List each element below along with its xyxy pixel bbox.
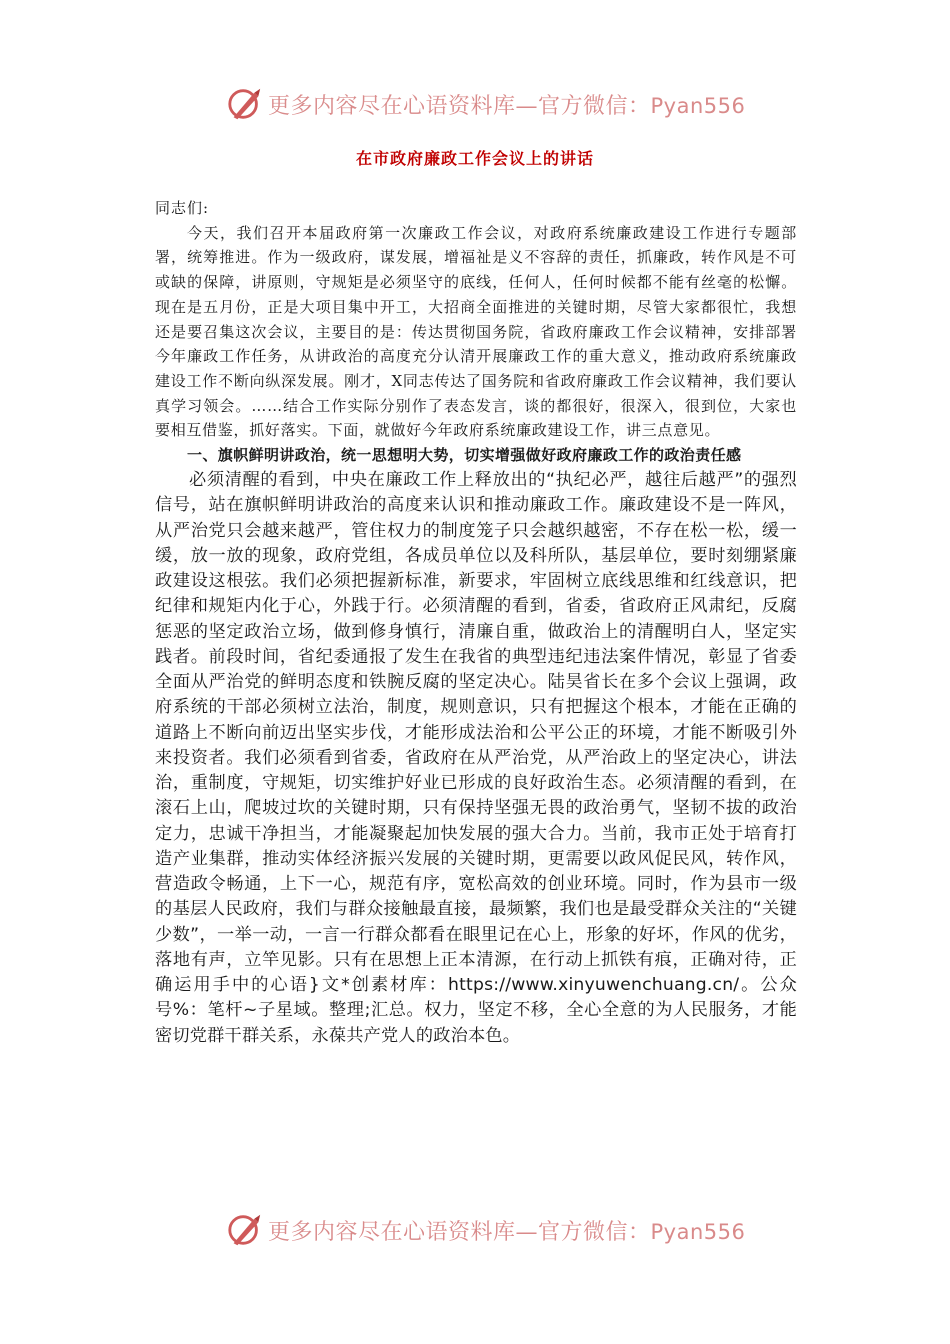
document-body	[155, 196, 797, 1049]
section-heading-1: 一、旗帜鲜明讲政治，统一思想明大势，切实增强做好政府廉政工作的政治责任感	[187, 446, 742, 465]
pen-logo-icon	[226, 1211, 264, 1249]
banner-main-text: 更多内容尽在心语资料库—官方微信：	[268, 93, 651, 119]
document-title: 在市政府廉政工作会议上的讲话	[355, 149, 594, 168]
banner-text	[268, 89, 745, 120]
intro-paragraph: 今天，我们召开本届政府第一次廉政工作会议，对政府系统廉政建设工作进行专题部署，统筹推进。作为一级政府，谋发展，增福祉是义不容辞的责任，抓廉政，转作风是不可或缺的保障，讲原则，守规矩是必须坚守的底线，任何人，任何时候都不能有丝毫的松懈。现在是五月份，正是大项目集中开工，大招商全面推进的关键时期，尽管大家都很忙，我想还是要召集这次会议，主要目的是：传达贯彻国务院，省政府廉政工作会议精神，安排部署今年廉政工作任务，从讲政治的高度充分认清开展廉政工作的重大意义，推动政府系统廉政建设工作不断向纵深发展。刚才，X同志传达了国务院和省政府廉政工作会议精神，我们要认真学习领会。……结合工作实际分别作了表态发言，谈的都很好，很深入，很到位，大家也要相互借鉴，抓好落实。下面，就做好今年政府系统廉政建设工作，讲三点意见。	[155, 223, 797, 440]
header-banner	[226, 82, 746, 126]
section-body-1: 必须清醒的看到，中央在廉政工作上释放出的“执纪必严，越往后越严”的强烈信号，站在旗帜鲜明讲政治的高度来认识和推动廉政工作。廉政建设不是一阵风，从严治党只会越来越严，管住权力的制度笼子只会越织越密，不存在松一松，缓一缓，放一放的现象，政府党组，各成员单位以及科所队，基层单位，要时刻绷紧廉政建设这根弦。我们必须把握新标准，新要求，牢固树立底线思维和红线意识，把纪律和规矩内化于心，外践于行。必须清醒的看到，省委，省政府正风肃纪，反腐惩恶的坚定政治立场，做到修身慎行，清廉自重，做政治上的清醒明白人，坚定实践者。前段时间，省纪委通报了发生在我省的典型违纪违法案件情况，彰显了省委全面从严治党的鲜明态度和铁腕反腐的坚定决心。陆昊省长在多个会议上强调，政府系统的干部必须树立法治，制度，规则意识，只有把握这个根本，才能在正确的道路上不断向前迈出坚实步伐，才能形成法治和公平公正的环境，才能不断吸引外来投资者。我们必须看到省委，省政府在从严治党，从严治政上的坚定决心，讲法治，重制度，守规矩，切实维护好业已形成的良好政治生态。必须清醒的看到，在滚石上山，爬坡过坎的关键时期，只有保持坚强无畏的政治勇气，坚韧不拔的政治定力，忠诚干净担当，才能凝聚起加快发展的强大合力。当前，我市正处于培育打造产业集群，推动实体经济振兴发展的关键时期，更需要以政风促民风，转作风，营造政令畅通，上下一心，规范有序，宽松高效的创业环境。同时，作为县市一级的基层人民政府，我们与群众接触最直接，最频繁，我们也是最受群众关注的“关键少数”，一举一动，一言一行群众都看在眼里记在心上，形象的好坏，作风的优劣，落地有声，立竿见影。只有在思想上正本清源，在行动上抓铁有痕，正确对待，正确运用手中的心语}文*创素材库：https://www.xinyuwenchuang.cn/。公众号%：笔杆~子星域。整理;汇总。权力，坚定不移，全心全意的为人民服务，才能密切党群干群关系，永葆共产党人的政治本色。	[155, 470, 797, 1046]
footer-banner	[226, 1208, 746, 1252]
banner-main-text: 更多内容尽在心语资料库—官方微信：	[268, 1219, 651, 1245]
banner-text	[268, 1215, 745, 1246]
pen-logo-icon	[226, 85, 264, 123]
banner-wechat-id: Pyan556	[650, 1219, 746, 1244]
banner-wechat-id: Pyan556	[650, 93, 746, 118]
salutation: 同志们:	[155, 199, 210, 217]
